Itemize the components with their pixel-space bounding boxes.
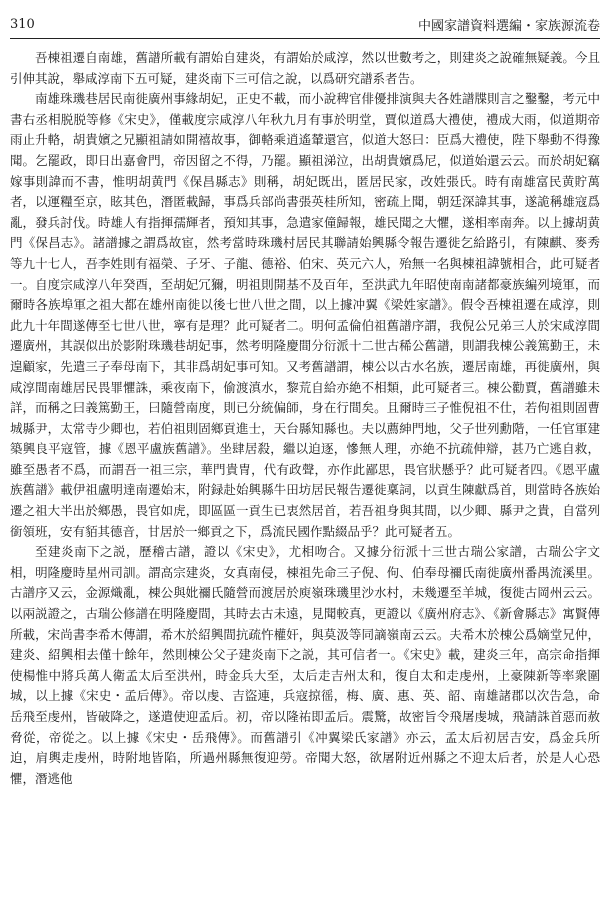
header-rule [10, 38, 600, 39]
running-title: 中國家譜資料選編・家族源流卷 [417, 18, 600, 34]
paragraph-intro: 吾棟祖遷自南雄，舊譜所載有謂始自建炎，有謂始於咸淳，然以世數考之，則建炎之說確無疑義。今且引伸其說，舉咸淳南下五可疑，建炎南下三可信之說，以爲研究譜系者告。 [10, 50, 600, 86]
page-number: 310 [10, 16, 35, 32]
page-header [10, 12, 600, 36]
paragraph-xianchun-doubts: 南雄珠璣巷居民南徙廣州事緣胡妃，正史不載，而小說稗官俳優排演與夫各姓譜牒則言之鑿鑿，考元中書右丞相脱脱等修《宋史》，僅載度宗咸淳八年秋九月有事於明堂，賈似道爲大禮使，禮成大雨，似道期帝雨止升輅，胡貴嬪之兄顯祖請如開禧故事，御輅乘逍遙輦還宫，似道大怒曰：臣爲大禮使，陛下舉動不得豫聞。乞罷政，即日出嘉會門，帝因留之不得，乃罷。顯祖涕泣，出胡貴嬪爲尼，似道始還云云。而於胡妃竊嫁事則諱而不書，惟明胡黄門《保昌縣志》則稱，胡妃既出，匿居民家，改姓張氏。時有南雄富民黄貯萬者，以運糧至京，眩其色，潛匿載歸，事爲兵部尚書張英桂所知，密疏上聞，朝廷深諱其事，遂詭稱雄寇爲亂，發兵討伐。時雄人有指揮孺輝者，預知其事，急遣家僮歸報，雄民聞之大懼，遂相率南奔。以上據胡黄門《保昌志》。諸譜據之謂爲故宦，然考當時珠璣村居民其聯請始興縣令報告遷徙乞給路引，有陳麒、麥秀等九十七人，吾李姓則有福榮、子牙、子龍、德裕、伯宋、英元六人，殆無一名與棟祖諱號相合，此可疑者一。自度宗咸淳八年癸酉，至胡妃冗獮，明祖則開基不及百年，至洪武九年昭使南南諸都豪族編列境軍，而爾時各族埠軍之祖大都在雄州南徙以後七世八世之間，以上據冲翼《梁姓家譜》。假令吾棟祖遷在咸淳，則此九十年間遂傳至七世八世，寧有是理？此可疑者二。明何孟倫伯祖舊譜序謂，我倪公兄弟三人於宋咸淳間遷廣州，其誤似出於影附珠璣巷胡妃事，然考明隆慶間分衍派十二世古稀公舊譜，則謂我棟公義篤勤王，未遑顧家，先遣三子奉母南下，其非爲胡妃事可知。又考舊譜謂，棟公以古水名族，遷居南雄，再徙廣州，與咸淳間南雄居民畏罪懼誅，乘夜南下，偷渡滇水，黎荒自給亦絶不相類，此可疑者三。棟公勸賈，舊譜雖未詳，而稱之曰義篤勤王，曰隨營南度，則已分統偏師，身在行間矣。且爾時三子惟倪祖不仕，若佝祖則固曹城縣尹，太常寺少卿也，若伯祖則固鄉貢進士，天台縣知縣也。夫以薦紳門地，父子世列勳階，一任官軍建築興良平寇管，據《恩平盧族舊譜》。坐肆居殺，繼以迫逐，慘無人理，亦絶不抗疏伸辯，甚乃亡逃自救，雖至愚者不爲，而謂吾一祖三宗，華門貴冑，代有政聲，亦作此鄙思，畏官狀懸乎？此可疑者四。《恩平盧族舊譜》載伊祖盧明達南遷始末，附録赴始興縣牛田坊居民報告遷徙稟詞，以貢生陳獻爲首，則當時各族始遷之祖大半出於鄉愚，畏官如虎，即區區一貢生已衷然居首，若吾祖身與其間，以少卿、縣尹之貴，自當列銜領班，安有貊其德音，甘居於一鄉貢之下，爲流民國作點綴品乎？此可疑者五。 [10, 91, 600, 539]
body-text [10, 48, 600, 901]
paragraph-jianyan-evidence: 至建炎南下之説，歷稽古譜，證以《宋史》，尤相吻合。又據分衍派十三世古瑞公家譜，古瑞公字文相，明隆慶時星州司訓。謂高宗建炎，女真南侵，棟祖先命三子倪、佝、伯奉母禰氏南徙廣州番禺流溪里。古譜序又云，金源熾亂，棟公與妣禰氏隨營而渡居於庾嶺珠璣里沙水村，未幾遷至羊城，復徙古岡州云云。以兩説證之，古瑞公修譜在明隆慶間，其時去古未遠，見聞較真，更證以《廣州府志》、《新會縣志》寓賢傳所載，宋尚書李希木傳謂，希木於紹興間抗疏忤權奸，與莫汲等同謫嶺南云云。夫希木於棟公爲嫡堂兄仲，建炎、紹興相去僅十餘年，然則棟公父子建炎南下之説，其可信者一。《宋史》載，建炎三年，高宗命指揮使楊惟中將兵萬人衛孟太后至洪州，時金兵大至，太后走吉州太和，復自太和走虔州，上豪陳新等率衆圍城，以上據《宋史・孟后傳》。帝以虔、吉盜連，兵寇掠徭，梅、廣、惠、英、韶、南雄諸郡以次告急，命岳飛至虔州，皆破降之，遂遣使迎孟后。初，帝以隆祐即孟后。震驚，故密旨令飛屠虔城，飛請誅首惡而赦脅從，帝從之。以上據《宋史・岳飛傳》。而舊譜引《冲翼梁氏家譜》亦云，孟太后初居吉安，爲金兵所迫，肩輿走虔州，時附地皆陷，所過州縣無復迎勞。帝聞大怒，欲屠附近州縣之不迎太后者，於是人心恐懼，潛逃他 [10, 544, 600, 786]
